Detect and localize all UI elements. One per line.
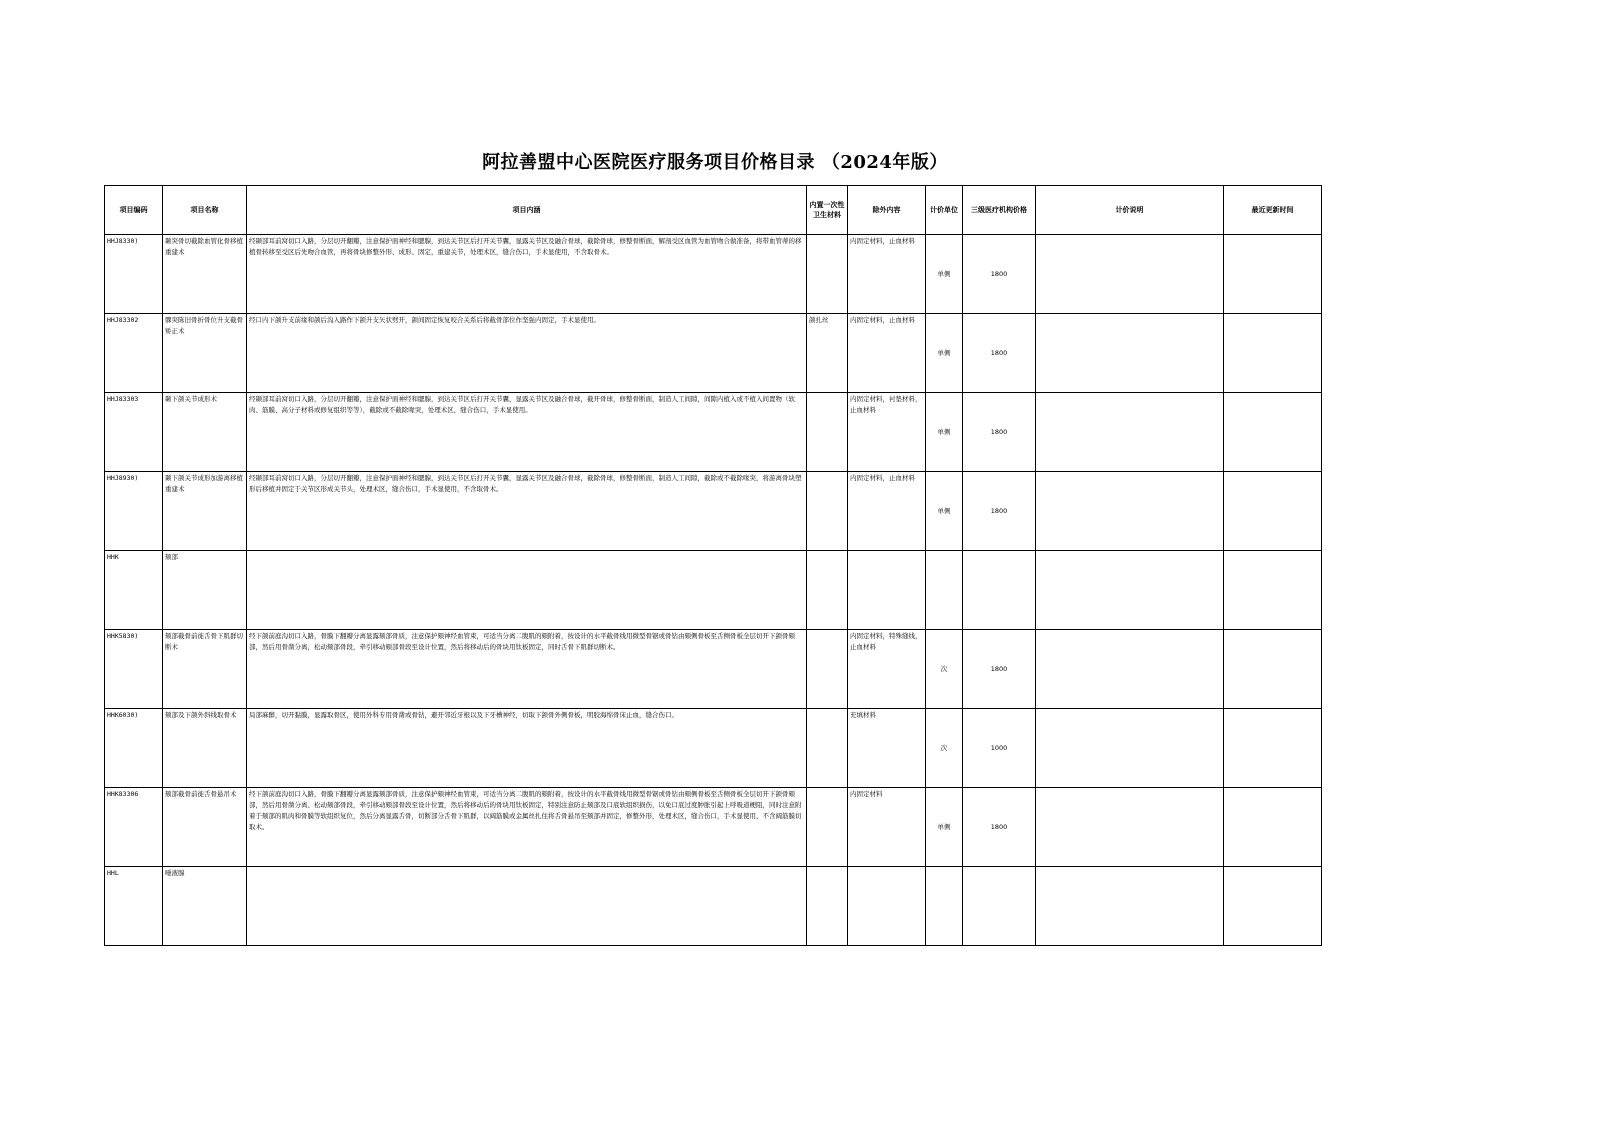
cell-note — [1036, 235, 1224, 314]
cell-code: HHJ83302 — [105, 314, 163, 393]
table-row — [105, 867, 1322, 946]
header-excluded: 除外内容 — [848, 186, 926, 235]
cell-disposable — [807, 630, 848, 709]
cell-content: 经颞部耳前窝切口入路，分层切开翻瓣，注意保护面神经和腮腺，到达关节区后打开关节囊，显露关节区及融合骨球，截开骨球，修整骨断面，制造人工间隙，间隙内植入或不植入间置物（软肉、筋膜、高分子材料或修复组织等等），截除或不截除喙突，处理术区，缝合伤口，手术显使用。 — [247, 393, 807, 472]
cell-disposable — [807, 235, 848, 314]
cell-content: 经颞部耳前窝切口入路，分层切开翻瓣，注意保护面神经和腮腺，到达关节区后打开关节囊，显露关节区及融合骨球，截除骨球，修整骨断面，制造人工间隙，截除或不截除喙突，将游离骨块塑形后移植并固定于关节区形成关节头，处理术区，缝合伤口，手术显使用，不含取骨术。 — [247, 472, 807, 551]
cell-unit: 单侧 — [926, 393, 963, 472]
cell-content: 局部麻醉，切开黏膜，显露取骨区，使用外科专用骨凿或骨钻，避开邻近牙根以及下牙槽神经，切取下颌骨外侧骨板，明胶海绵骨床止血，缝合伤口。 — [247, 709, 807, 788]
cell-code: HHK — [105, 551, 163, 630]
cell-name: 颞下颌关节成形术 — [163, 393, 247, 472]
cell-price: 1800 — [963, 314, 1036, 393]
cell-unit: 单侧 — [926, 788, 963, 867]
cell-note — [1036, 314, 1224, 393]
cell-updated — [1224, 630, 1322, 709]
cell-excluded: 内固定材料，衬垫材料，止血材料 — [848, 393, 926, 472]
cell-updated — [1224, 788, 1322, 867]
table-row — [105, 393, 1322, 472]
cell-updated — [1224, 867, 1322, 946]
table-row — [105, 472, 1322, 551]
cell-price: 1800 — [963, 393, 1036, 472]
cell-content — [247, 867, 807, 946]
table-row — [105, 551, 1322, 630]
cell-disposable — [807, 393, 848, 472]
cell-unit: 单侧 — [926, 235, 963, 314]
cell-unit: 次 — [926, 630, 963, 709]
cell-price — [963, 551, 1036, 630]
cell-code: HHL — [105, 867, 163, 946]
cell-note — [1036, 788, 1224, 867]
header-note: 计价说明 — [1036, 186, 1224, 235]
cell-disposable — [807, 472, 848, 551]
header-code: 项目编码 — [105, 186, 163, 235]
cell-updated — [1224, 235, 1322, 314]
cell-excluded: 内固定材料 — [848, 788, 926, 867]
cell-excluded: 内固定材料，止血材料 — [848, 472, 926, 551]
table-row — [105, 709, 1322, 788]
cell-disposable — [807, 709, 848, 788]
cell-price: 1000 — [963, 709, 1036, 788]
header-disposable: 内置一次性卫生材料 — [807, 186, 848, 235]
cell-content: 经颞部耳前窝切口入路，分层切开翻瓣，注意保护面神经和腮腺，到达关节区后打开关节囊，显露关节区及融合骨球，截除骨球，修整骨断面，解剖受区血管为血管吻合做准备，将带血管蒂的移植骨转移至受区后先吻合血管，再将骨块修整外形、成形、固定，重建关节，处理术区，缝合伤口，手术显使用，不含取骨术。 — [247, 235, 807, 314]
header-unit: 计价单位 — [926, 186, 963, 235]
table-row — [105, 788, 1322, 867]
table-row — [105, 630, 1322, 709]
header-content: 项目内涵 — [247, 186, 807, 235]
cell-excluded — [848, 867, 926, 946]
cell-name: 颞突骨切截除血管化骨移植重建术 — [163, 235, 247, 314]
cell-name: 颏部及下颌外斜线取骨术 — [163, 709, 247, 788]
cell-note — [1036, 393, 1224, 472]
cell-excluded: 内固定材料，止血材料 — [848, 235, 926, 314]
cell-price: 1800 — [963, 630, 1036, 709]
cell-price — [963, 867, 1036, 946]
header-row — [105, 186, 1322, 235]
page-title: 阿拉善盟中心医院医疗服务项目价格目录 （2024年版） — [482, 152, 948, 173]
header-updated: 最近更新时间 — [1224, 186, 1322, 235]
cell-disposable — [807, 788, 848, 867]
cell-code: HHK83306 — [105, 788, 163, 867]
table-row — [105, 314, 1322, 393]
cell-excluded — [848, 551, 926, 630]
cell-name: 颏部截骨前徙舌骨下肌群切断术 — [163, 630, 247, 709]
cell-name: 颏部 — [163, 551, 247, 630]
cell-code: HHK5830) — [105, 630, 163, 709]
cell-content: 经口内下颌升支前缘和颌后沟入路作下颌升支矢状劈开，颌间固定恢复咬合关系后将截骨部位作坚强内固定，手术显使用。 — [247, 314, 807, 393]
cell-code: HHJ8330) — [105, 235, 163, 314]
cell-name: 髁突陈旧骨折骨位升支截骨矫正术 — [163, 314, 247, 393]
cell-updated — [1224, 551, 1322, 630]
cell-name: 颏部截骨前徙舌骨悬吊术 — [163, 788, 247, 867]
cell-updated — [1224, 393, 1322, 472]
cell-name: 颞下颌关节成形加游离移植重建术 — [163, 472, 247, 551]
cell-unit: 单侧 — [926, 472, 963, 551]
cell-unit: 次 — [926, 709, 963, 788]
table-row — [105, 235, 1322, 314]
price-table — [104, 185, 1322, 946]
cell-unit: 单侧 — [926, 314, 963, 393]
cell-code: HHJ83303 — [105, 393, 163, 472]
cell-disposable: 颌扎丝 — [807, 314, 848, 393]
cell-price: 1800 — [963, 788, 1036, 867]
cell-content: 经下颌前庭沟切口入路，骨膜下翻瓣分离显露颏部骨质，注意保护颏神经血管束，可适当分离二腹肌的颏附着，按设计的水平截骨线用微型骨锯或骨钻由颏侧骨板至舌侧骨板全层切开下颌骨颏部，然后用骨凿分离，松动颏部骨段，牵引移动颏部骨段至设计位置，然后将移动后的骨块用钛板固定，同时舌骨下肌群切断术。 — [247, 630, 807, 709]
cell-price: 1800 — [963, 472, 1036, 551]
cell-excluded: 内固定材料，止血材料 — [848, 314, 926, 393]
cell-note — [1036, 630, 1224, 709]
cell-excluded: 充填材料 — [848, 709, 926, 788]
cell-updated — [1224, 709, 1322, 788]
cell-note — [1036, 867, 1224, 946]
cell-disposable — [807, 551, 848, 630]
cell-excluded: 内固定材料，特殊缝线，止血材料 — [848, 630, 926, 709]
cell-unit — [926, 551, 963, 630]
cell-updated — [1224, 314, 1322, 393]
cell-unit — [926, 867, 963, 946]
cell-code: HHJ8930) — [105, 472, 163, 551]
cell-disposable — [807, 867, 848, 946]
cell-name: 唾液腺 — [163, 867, 247, 946]
cell-price: 1800 — [963, 235, 1036, 314]
cell-note — [1036, 551, 1224, 630]
cell-content: 经下颌前庭沟切口入路，骨膜下翻瓣分离显露颏部骨质，注意保护颏神经血管束，可适当分离二腹肌的颏附着，按设计的水平截骨线用微型骨锯或骨钻由颏侧骨板至舌侧骨板全层切开下颌骨颏部，然后用骨凿分离、松动颏部骨段，牵引移动颏部骨段至设计位置，然后将移动后的骨块用钛板固定，特别注意防止颏部及口底软组织损伤，以免口底过度肿胀引起上呼吸道梗阻，同时注意附着于颏部的肌肉和骨膜等软组织复位，然后分离显露舌骨，切断部分舌骨下肌群，以阔筋膜或金属丝扎住将舌骨悬吊至颏部并固定，修整外形，处理术区，缝合伤口，手术显使用，不含阔筋膜切取术。 — [247, 788, 807, 867]
header-name: 项目名称 — [163, 186, 247, 235]
cell-content — [247, 551, 807, 630]
cell-code: HHK6030) — [105, 709, 163, 788]
cell-note — [1036, 472, 1224, 551]
cell-updated — [1224, 472, 1322, 551]
cell-note — [1036, 709, 1224, 788]
header-price: 三级医疗机构价格 — [963, 186, 1036, 235]
